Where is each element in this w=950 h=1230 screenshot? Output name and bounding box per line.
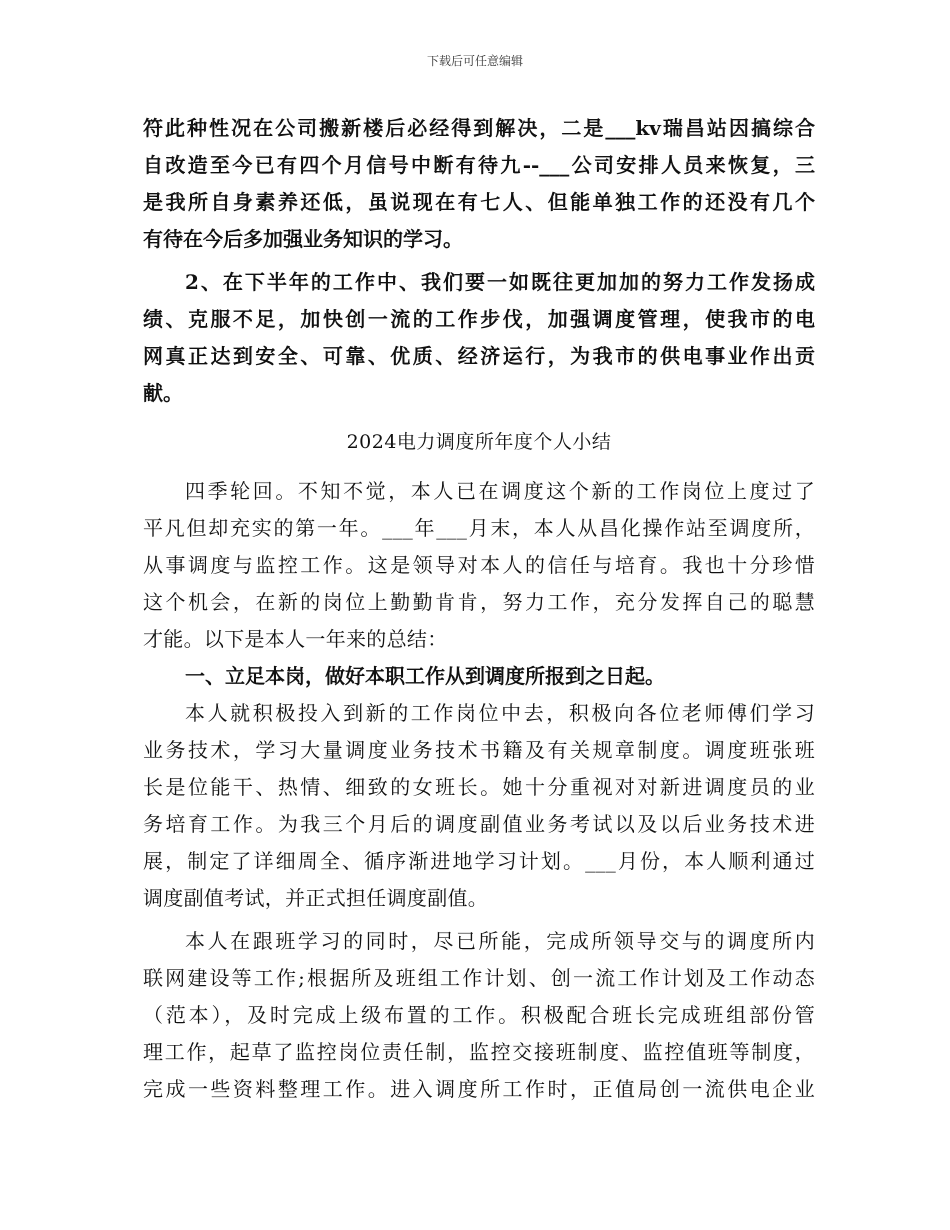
text-line: 长是位能干、热情、细致的女班长。她十分重视对对新进调度员的业 xyxy=(143,775,815,799)
text-line: 平凡但却充实的第一年。___年___月末，本人从昌化操作站至调度所， xyxy=(143,516,815,540)
section-1 xyxy=(143,110,815,258)
text-line: 这个机会，在新的岗位上勤勤肯肯，努力工作，充分发挥自己的聪慧 xyxy=(143,590,815,614)
document-body xyxy=(143,110,815,1108)
text-line: 2、在下半年的工作中、我们要一如既往更加加的努力工作发扬成 xyxy=(185,270,815,294)
text-line: 本人在跟班学习的同时，尽已所能，完成所领导交与的调度所内 xyxy=(185,929,815,953)
text-line: 务培育工作。为我三个月后的调度副值业务考试以及以后业务技术进 xyxy=(143,812,815,836)
document-title: 2024电力调度所年度个人小结 xyxy=(346,431,612,453)
text-line: 完成一些资料整理工作。进入调度所工作时，正值局创一流供电企业 xyxy=(143,1077,815,1101)
text-line: 才能。以下是本人一年来的总结： xyxy=(143,627,448,651)
text-line: 绩、克服不足，加快创一流的工作步伐，加强调度管理，使我市的电 xyxy=(143,307,815,331)
text-line: 四季轮回。不知不觉，本人已在调度这个新的工作岗位上度过了 xyxy=(185,479,815,503)
text-line: 本人就积极投入到新的工作岗位中去，积极向各位老师傅们学习 xyxy=(185,701,815,725)
text-line: 自改造至今已有四个月信号中断有待九--___公司安排人员来恢复，三 xyxy=(143,153,815,177)
section-heading: 一、立足本岗，做好本职工作从到调度所报到之日起。 xyxy=(185,664,665,688)
text-line: 调度副值考试，并正式担任调度副值。 xyxy=(143,886,489,910)
text-line: 业务技术，学习大量调度业务技术书籍及有关规章制度。调度班张班 xyxy=(143,738,815,762)
paragraph-1 xyxy=(143,695,815,917)
text-line: （范本），及时完成上级布置的工作。积极配合班长完成班组部份管 xyxy=(143,1003,815,1027)
text-line: 符此种性况在公司搬新楼后必经得到解决，二是___kv瑞昌站因搞综合 xyxy=(143,116,815,140)
intro-paragraph xyxy=(143,473,815,658)
section-2 xyxy=(143,264,815,412)
paragraph-2 xyxy=(143,923,815,1108)
text-line: 联网建设等工作;根据所及班组工作计划、创一流工作计划及工作动态 xyxy=(143,966,815,990)
text-line: 献。 xyxy=(143,381,183,405)
text-line: 是我所自身素养还低，虽说现在有七人、但能单独工作的还没有几个 xyxy=(143,190,815,214)
text-line: 展，制定了详细周全、循序渐进地学习计划。___月份，本人顺利通过 xyxy=(143,849,815,873)
page-header: 下载后可任意编辑 xyxy=(426,54,523,68)
text-line: 有待在今后多加强业务知识的学习。 xyxy=(143,227,463,251)
text-line: 从事调度与监控工作。这是领导对本人的信任与培育。我也十分珍惜 xyxy=(143,553,815,577)
text-line: 网真正达到安全、可靠、优质、经济运行，为我市的供电事业作出贡 xyxy=(143,344,815,368)
text-line: 理工作，起草了监控岗位责任制，监控交接班制度、监控值班等制度， xyxy=(143,1040,815,1064)
